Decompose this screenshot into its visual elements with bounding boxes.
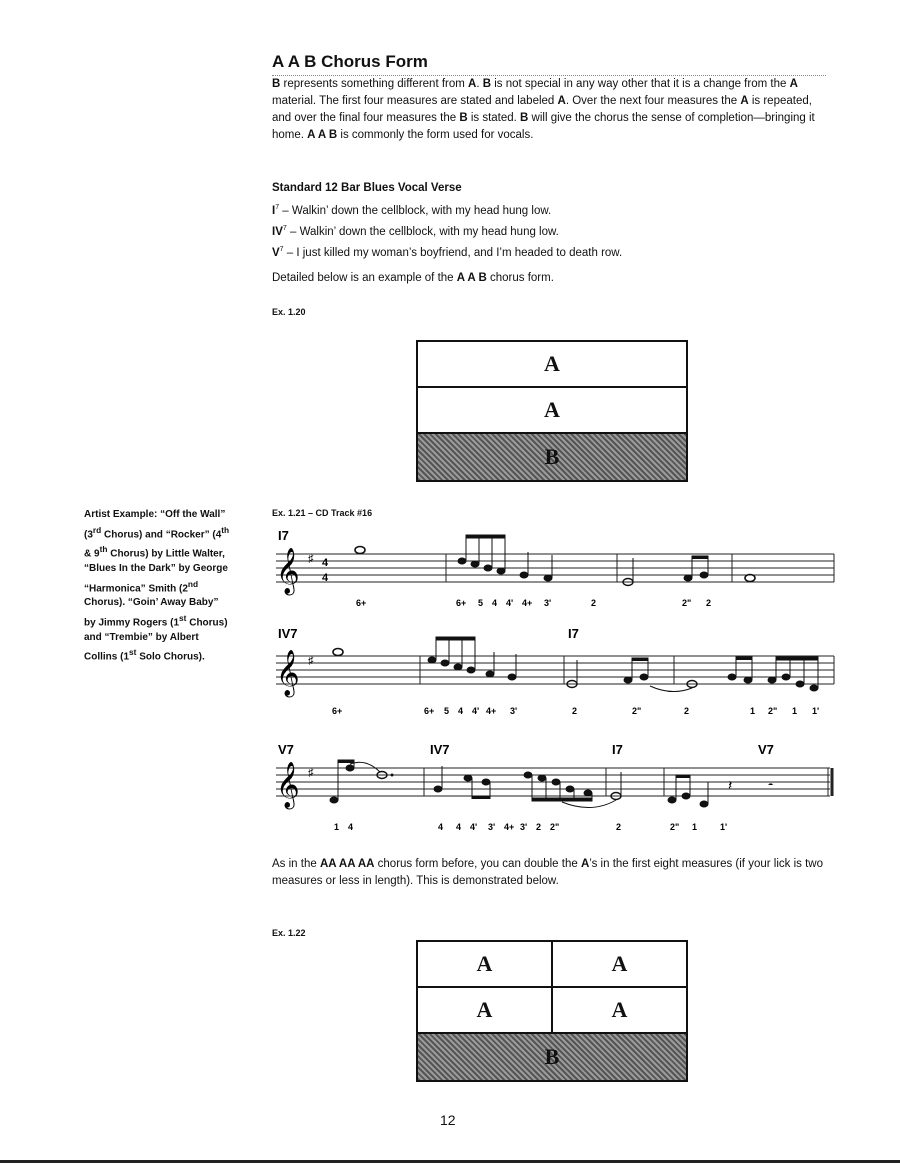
svg-text:5: 5 <box>478 598 484 608</box>
svg-text:3': 3' <box>510 706 518 716</box>
dot <box>391 774 394 777</box>
svg-text:2: 2 <box>536 822 542 832</box>
svg-text:2": 2" <box>670 822 680 832</box>
detail-paragraph: Detailed below is an example of the A A B chorus form. <box>272 272 554 284</box>
svg-text:2": 2" <box>682 598 692 608</box>
form-cell: B <box>544 444 560 469</box>
svg-text:1: 1 <box>750 706 756 716</box>
svg-text:1': 1' <box>720 822 728 832</box>
ex-1-21-label: Ex. 1.21 – CD Track #16 <box>272 508 373 518</box>
chord-symbol: I7 <box>568 626 579 641</box>
ex-1-20-label: Ex. 1.20 <box>272 307 306 317</box>
bottom-rule <box>0 1160 900 1163</box>
verse-line-2: $IV^7$ – Walkin’ down the cellblock, with my head hung low. <box>272 224 559 238</box>
note-group <box>330 760 708 807</box>
form-row-b <box>418 434 686 480</box>
page-number: 12 <box>440 1112 456 1128</box>
time-signature-icon: 4 <box>322 557 329 569</box>
verse-line-3: $V^7$ – I just killed my woman’s boyfriend, and I’m headed to death row. <box>272 245 623 259</box>
svg-text:4+: 4+ <box>522 598 533 608</box>
svg-text:4': 4' <box>506 598 514 608</box>
form-cell: A <box>551 942 686 986</box>
harmonica-tab <box>334 822 727 832</box>
chord-symbol: IV7 <box>278 626 298 641</box>
svg-text:4: 4 <box>456 822 462 832</box>
form-row-aa1 <box>418 942 686 988</box>
svg-text:2: 2 <box>706 598 712 608</box>
form-row-aa2 <box>418 988 686 1034</box>
svg-text:6+: 6+ <box>356 598 367 608</box>
svg-text:4: 4 <box>492 598 498 608</box>
svg-text:2: 2 <box>572 706 578 716</box>
music-staff-2 <box>272 622 842 718</box>
double-paragraph: As in the AA AA AA chorus form before, you can double the A’s in the first eight measures (if your lick is two measures or less in length). This is demonstrated below. <box>272 858 823 887</box>
svg-text:4+: 4+ <box>504 822 515 832</box>
form-cell: A <box>544 351 560 376</box>
svg-text:2": 2" <box>550 822 560 832</box>
svg-text:2: 2 <box>616 822 622 832</box>
section-title: A A B Chorus Form <box>272 52 826 76</box>
chord-symbol: I7 <box>278 528 289 543</box>
harmonica-tab <box>332 706 819 716</box>
svg-text:4: 4 <box>348 822 354 832</box>
tie-arc <box>650 686 692 692</box>
svg-text:2": 2" <box>632 706 642 716</box>
chord-symbol: IV7 <box>430 742 450 757</box>
rest-icon: 𝄽 <box>728 777 733 793</box>
key-signature-icon: ♯ <box>308 553 314 565</box>
rest-icon: 𝄼 <box>768 777 774 793</box>
svg-text:3': 3' <box>488 822 496 832</box>
svg-text:2: 2 <box>684 706 690 716</box>
chord-symbol: I7 <box>612 742 623 757</box>
svg-text:3': 3' <box>544 598 552 608</box>
svg-text:5: 5 <box>444 706 450 716</box>
treble-clef-icon: 𝄞 <box>276 651 300 695</box>
form-cell: A <box>551 988 686 1032</box>
artist-example-sidebar: Artist Example: “Off the Wall” (3rd Chorus) and “Rocker” (4th & 9th Chorus) by Little Walter, “Blues In the Dark” by George “Harmonica” Smith (2nd Chorus). “Goin’ Away Baby” by Jimmy Rogers (1st Chorus) and “Trembie” by Albert Collins (1st Solo Chorus). <box>84 509 230 663</box>
note-group <box>624 657 818 691</box>
music-staff-3 <box>272 738 842 838</box>
svg-text:2: 2 <box>591 598 597 608</box>
svg-text:6+: 6+ <box>424 706 435 716</box>
chord-symbol: V7 <box>758 742 774 757</box>
music-staff-1 <box>272 524 842 616</box>
svg-text:3': 3' <box>520 822 528 832</box>
key-signature-icon: ♯ <box>308 655 314 667</box>
form-cell: A <box>544 397 560 422</box>
ex-1-20-form-table <box>416 340 688 482</box>
svg-text:1: 1 <box>792 706 798 716</box>
form-cell: A <box>476 997 493 1022</box>
svg-text:4: 4 <box>438 822 444 832</box>
verse-lines <box>272 199 832 261</box>
svg-text:1: 1 <box>334 822 340 832</box>
verse-line-1: $I^7$ – Walkin’ down the cellblock, with my head hung low. <box>272 204 552 217</box>
form-cell: B <box>544 1044 560 1069</box>
svg-text:6+: 6+ <box>456 598 467 608</box>
note-group <box>458 535 552 581</box>
whole-note <box>355 547 365 554</box>
svg-text:6+: 6+ <box>332 706 343 716</box>
svg-text:2": 2" <box>768 706 778 716</box>
svg-text:1': 1' <box>812 706 820 716</box>
verse-heading: Standard 12 Bar Blues Vocal Verse <box>272 182 462 194</box>
svg-text:4+: 4+ <box>486 706 497 716</box>
note-group <box>428 637 516 680</box>
whole-note <box>745 575 755 582</box>
form-row-b <box>418 1034 686 1080</box>
form-row-a2 <box>418 388 686 434</box>
form-row-a1 <box>418 342 686 388</box>
svg-text:4': 4' <box>470 822 478 832</box>
key-signature-icon: ♯ <box>308 767 314 779</box>
svg-text:1: 1 <box>692 822 698 832</box>
ex-1-22-form-table <box>416 940 688 1082</box>
treble-clef-icon: 𝄞 <box>276 763 300 807</box>
svg-text:4: 4 <box>458 706 464 716</box>
svg-text:4': 4' <box>472 706 480 716</box>
whole-note <box>333 649 343 656</box>
form-cell: A <box>476 951 493 976</box>
harmonica-tab <box>356 598 711 608</box>
ex-1-22-label: Ex. 1.22 <box>272 928 306 938</box>
chord-symbol: V7 <box>278 742 294 757</box>
treble-clef-icon: 𝄞 <box>276 549 300 593</box>
intro-paragraph: B represents something different from A. B is not special in any way other that it is a change from the A material. The first four measures are stated and labeled A. Over the next four measures the A is repeated, and over the final four measures the B is stated. B will give the chorus the sense of completion—bringing it home. A A B is commonly the form used for vocals. <box>272 78 815 141</box>
time-signature-icon: 4 <box>322 572 329 584</box>
